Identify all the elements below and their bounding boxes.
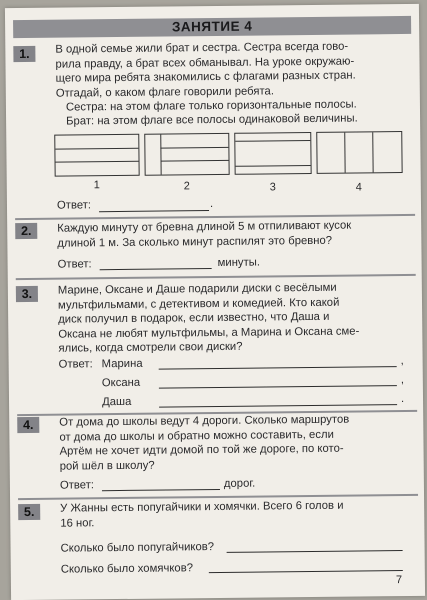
workbook-page [5, 4, 425, 600]
flag-2-stripe [160, 135, 161, 175]
task-3-line: Марине, Оксане и Даше подарили диски с весёлыми [57, 281, 337, 297]
task-4-text [59, 413, 350, 474]
task-2-text [57, 219, 351, 251]
flag-4-label: 4 [355, 181, 362, 194]
sister-statement: Сестра: на этом флаге только горизонтальные полосы. [65, 98, 357, 114]
flag-3-stripe [235, 140, 310, 142]
task-1-line: щего мира ребята знакомились с флагами разных стран. [55, 69, 356, 85]
dasha-answer-field[interactable] [159, 404, 397, 407]
flag-2-stripe [161, 160, 229, 162]
punctuation: , [400, 355, 404, 368]
flag-1-stripe [55, 148, 138, 150]
flag-1-label: 1 [93, 179, 100, 192]
flag-4-stripe [344, 133, 345, 173]
hamsters-question: Сколько было хомячков? [60, 562, 194, 576]
flag-4[interactable] [316, 131, 402, 174]
task-3-line: Оксана не любят мультфильмы, а Марина и Оксана сме- [58, 324, 360, 341]
task-5-line: 16 ног. [60, 516, 95, 530]
divider [18, 494, 418, 500]
task-3-line: диск получил в подарок, если известно, что Даша и [58, 310, 330, 326]
task-2-answer-label: Ответ: [57, 258, 92, 271]
task-1-answer-end: . [209, 198, 214, 211]
name-marina: Марина [101, 357, 143, 371]
lesson-header: ЗАНЯТИЕ 4 [13, 16, 411, 38]
parrots-answer-field[interactable] [227, 550, 403, 553]
name-oksana: Оксана [101, 376, 141, 390]
marina-answer-field[interactable] [159, 366, 397, 369]
brother-statement: Брат: на этом флаге все полосы одинаковой величины. [66, 112, 358, 128]
task-2-number: 2. [15, 223, 37, 239]
hamsters-answer-field[interactable] [209, 570, 403, 573]
task-4-answer-label: Ответ: [59, 479, 95, 492]
task-4-line: рой шёл в школу? [59, 459, 155, 473]
flag-1-stripe [56, 161, 139, 163]
task-1-answer-label: Ответ: [56, 199, 92, 212]
task-3-line: мультфильмами, с детективом и комедией. Кто какой [57, 296, 340, 312]
flag-3[interactable] [234, 132, 311, 175]
task-3-line: ялись, когда смотрели свои диски? [58, 340, 243, 355]
flag-1[interactable] [54, 134, 139, 177]
task-1-number: 1. [13, 46, 35, 62]
task-4-answer-field[interactable] [102, 489, 220, 491]
task-1-line: Отгадай, о каком флаге говорили ребята. [55, 84, 274, 100]
task-1-line: рила правду, а брат всех обманывал. На уроке окружаю- [55, 55, 355, 71]
task-2-line: Каждую минуту от бревна длиной 5 м отпиливают кусок [57, 219, 352, 235]
flag-4-stripe [372, 132, 373, 172]
task-4-number: 4. [17, 417, 39, 433]
task-5-number: 5. [18, 504, 40, 520]
flag-3-label: 3 [269, 181, 276, 194]
task-1-line: В одной семье жили брат и сестра. Сестра всегда гово- [55, 40, 349, 56]
flag-2[interactable] [144, 133, 229, 176]
task-5-text [60, 499, 344, 531]
flag-2-label: 2 [183, 180, 190, 193]
task-5-line: У Жанны есть попугайчики и хомячки. Всего 6 голов и [60, 499, 344, 515]
task-4-line: Артём не хочет идти домой по той же дороге, по кото- [59, 442, 344, 458]
oksana-answer-field[interactable] [159, 385, 397, 388]
task-3-answer-label: Ответ: [58, 358, 93, 371]
task-4-line: от дома до школы и обратно можно составить, если [59, 428, 334, 444]
parrots-question: Сколько было попугайчиков? [60, 541, 215, 555]
flag-2-stripe [160, 147, 228, 149]
task-4-line: От дома до школы ведут 4 дороги. Сколько маршрутов [59, 413, 350, 429]
task-1-text [55, 40, 356, 101]
task-2-answer-unit: минуты. [217, 256, 261, 269]
flag-3-stripe [236, 165, 311, 167]
task-3-number: 3. [16, 286, 38, 302]
page-number: 7 [395, 574, 403, 587]
divider [15, 214, 415, 220]
punctuation: . [400, 393, 405, 406]
task-2-line: длиной 1 м. За сколько минут распилят это бревно? [57, 234, 333, 250]
task-3-text [58, 280, 360, 356]
name-dasha: Даша [101, 395, 132, 409]
punctuation: , [400, 374, 405, 387]
task-2-answer-field[interactable] [100, 268, 212, 270]
task-4-answer-unit: дорог. [223, 477, 256, 490]
task-1-answer-field[interactable] [99, 210, 209, 212]
divider [16, 274, 416, 280]
